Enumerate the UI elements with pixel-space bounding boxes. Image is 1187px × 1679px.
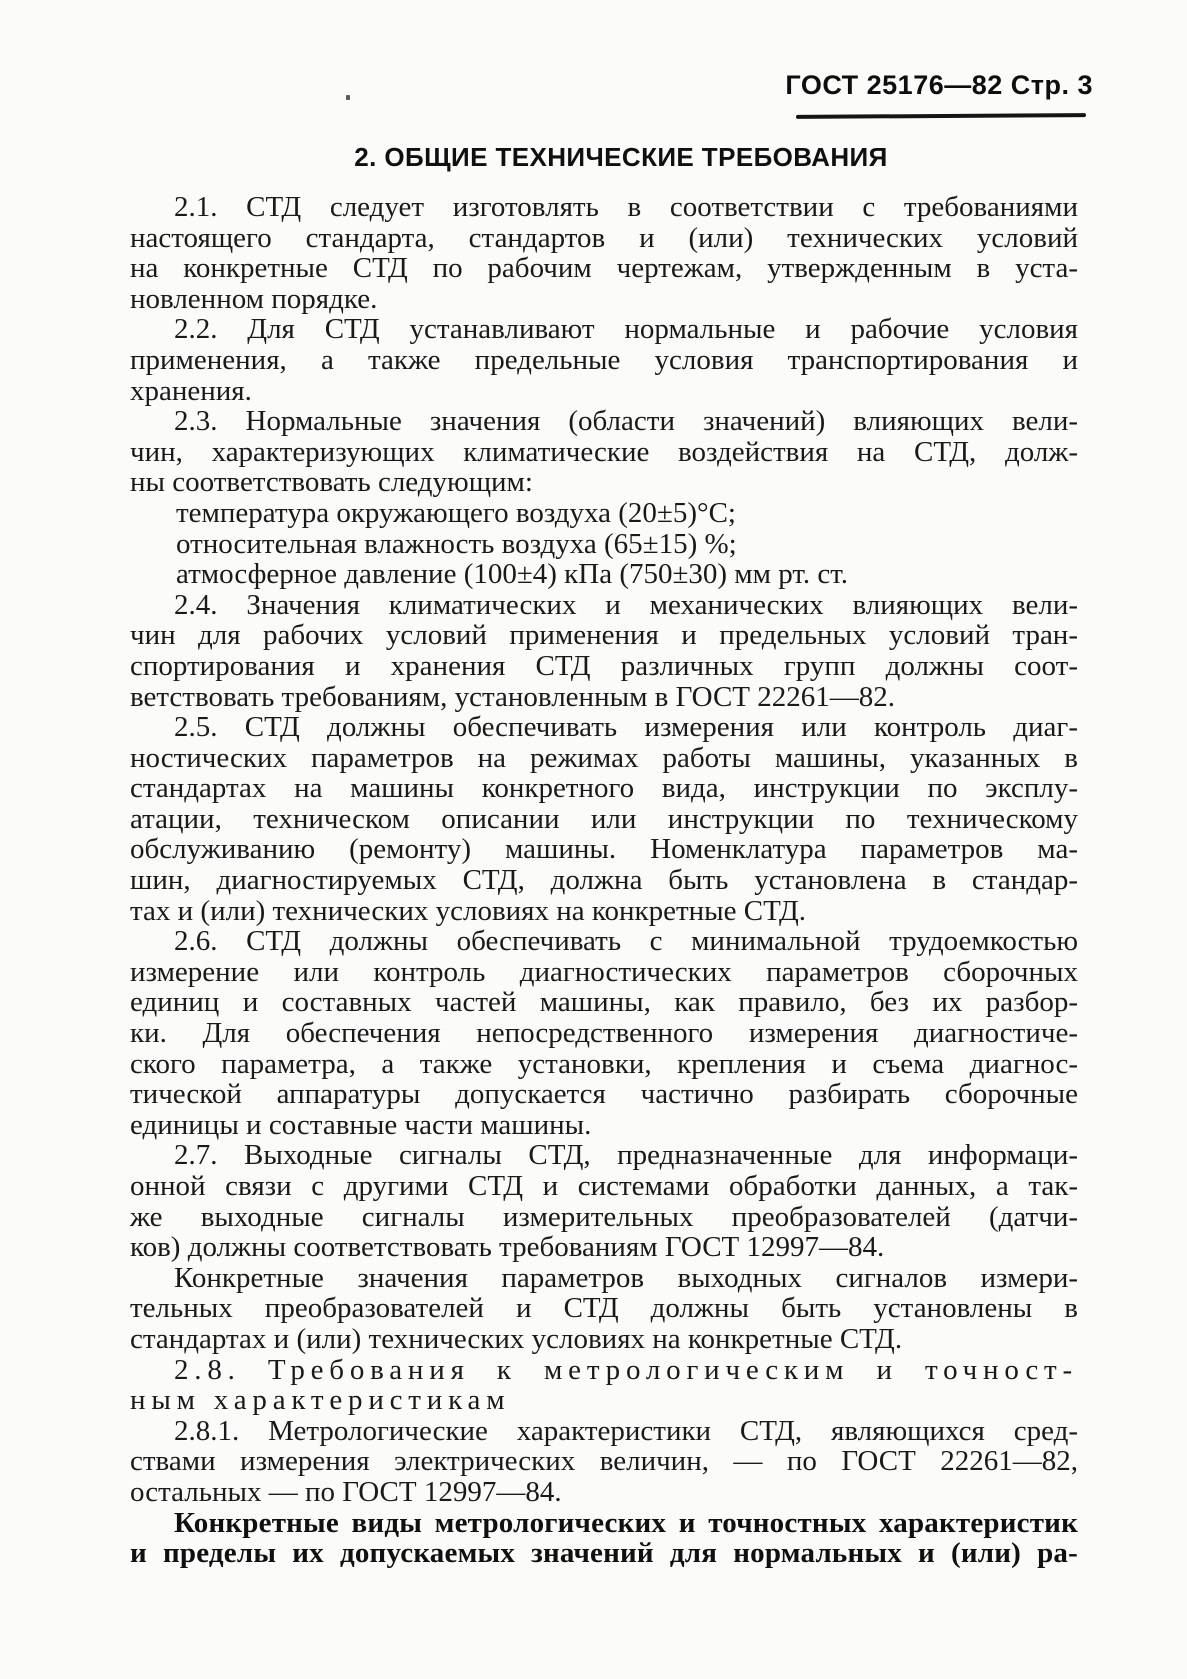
- paragraph-2-1: [130, 192, 1078, 314]
- text-line: 2.2. Для СТД устанавливают нормальные и рабочие условия: [174, 313, 1078, 346]
- text-line: тельных преобразователей и СТД должны быть установлены в: [130, 1292, 1078, 1325]
- header-rule: [796, 113, 1086, 119]
- paragraph-2-6: [130, 926, 1078, 1140]
- text-line: Конкретные виды метрологических и точностных характеристик: [174, 1506, 1078, 1539]
- text-line: тах и (или) технических условиях на конкретные СТД.: [130, 894, 807, 927]
- text-line: шин, диагностируемых СТД, должна быть установлена в стандар-: [130, 864, 1078, 897]
- text-line: чин для рабочих условий применения и предельных условий тран-: [130, 619, 1078, 652]
- paragraph-2-7: [130, 1140, 1078, 1262]
- text-line: 2.6. СТД должны обеспечивать с минимальной трудоемкостью: [174, 925, 1078, 958]
- climate-conditions-list: [130, 498, 1078, 590]
- text-line: и пределы их допускаемых значений для нормальных и (или) ра-: [130, 1537, 1078, 1570]
- text-line: ным характеристикам: [130, 1384, 511, 1417]
- text-line: 2.3. Нормальные значения (области значений) влияющих вели-: [174, 405, 1078, 438]
- text-line: 2.1. СТД следует изготовлять в соответствии с требованиями: [174, 191, 1078, 223]
- text-line: тической аппаратуры допускается частично разбирать сборочные: [130, 1078, 1078, 1111]
- text-line: Конкретные значения параметров выходных сигналов измери-: [174, 1261, 1078, 1294]
- text-line: на конкретные СТД по рабочим чертежам, утвержденным в уста-: [130, 252, 1078, 285]
- text-line: обслуживанию (ремонту) машины. Номенклатура параметров ма-: [130, 833, 1078, 866]
- paragraph-2-4: [130, 590, 1078, 712]
- text-line: ны соответствовать следующим:: [130, 466, 533, 499]
- text-line: атации, техническом описании или инструкции по техническому: [130, 802, 1078, 835]
- text-line: хранения.: [130, 374, 252, 407]
- text-line: новленном порядке.: [130, 282, 378, 315]
- paragraph-2-3: [130, 406, 1078, 498]
- text-line: чин, характеризующих климатические воздействия на СТД, долж-: [130, 435, 1078, 468]
- paragraph-2-8-1: [130, 1416, 1078, 1508]
- text-line: ветствовать требованиям, установленным в ГОСТ 22261—82.: [130, 680, 896, 713]
- text-line: измерение или контроль диагностических параметров сборочных: [130, 955, 1078, 988]
- text-line: 2.8. Требования к метрологическим и точност-: [174, 1353, 1078, 1386]
- text-line: же выходные сигналы измерительных преобразователей (датчи-: [130, 1200, 1078, 1233]
- section-title: 2. ОБЩИЕ ТЕХНИЧЕСКИЕ ТРЕБОВАНИЯ: [354, 142, 888, 172]
- page-header: ГОСТ 25176—82 Стр. 3: [785, 70, 1093, 100]
- text-line: ского параметра, а также установки, крепления и съема диагнос-: [130, 1047, 1078, 1080]
- list-item-humidity: относительная влажность воздуха (65±15) %;: [176, 527, 737, 560]
- text-line: единицы и составные части машины.: [130, 1108, 592, 1141]
- paragraph-closing: [130, 1508, 1078, 1569]
- text-line: ки. Для обеспечения непосредственного измерения диагностиче-: [130, 1017, 1078, 1050]
- text-line: ностических параметров на режимах работы машины, указанных в: [130, 741, 1078, 774]
- text-line: единиц и составных частей машины, как правило, без их разбор-: [130, 986, 1078, 1019]
- paragraph-2-7-continued: [130, 1263, 1078, 1355]
- text-line: 2.5. СТД должны обеспечивать измерения или контроль диаг-: [174, 711, 1078, 744]
- paragraph-2-5: [130, 712, 1078, 926]
- list-item-pressure: атмосферное давление (100±4) кПа (750±30) мм рт. ст.: [176, 558, 848, 591]
- text-line: ков) должны соответствовать требованиям ГОСТ 12997—84.: [130, 1231, 885, 1264]
- text-line: стандартах на машины конкретного вида, инструкции по эксплу-: [130, 772, 1078, 805]
- text-line: ствами измерения электрических величин, — по ГОСТ 22261—82,: [130, 1445, 1078, 1478]
- text-line: 2.7. Выходные сигналы СТД, предназначенные для информаци-: [174, 1139, 1078, 1172]
- document-body: [130, 192, 1078, 1569]
- text-line: онной связи с другими СТД и системами обработки данных, а так-: [130, 1170, 1078, 1202]
- heading-2-8: [130, 1355, 1078, 1416]
- ink-speck: [346, 95, 350, 100]
- list-item-temperature: температура окружающего воздуха (20±5)°С;: [176, 496, 736, 529]
- text-line: стандартах и (или) технических условиях на конкретные СТД.: [130, 1322, 903, 1355]
- paragraph-2-2: [130, 314, 1078, 406]
- text-line: 2.8.1. Метрологические характеристики СТД, являющихся сред-: [174, 1414, 1078, 1447]
- text-line: остальных — по ГОСТ 12997—84.: [130, 1475, 562, 1508]
- text-line: настоящего стандарта, стандартов и (или) технических условий: [130, 221, 1078, 254]
- text-line: применения, а также предельные условия транспортирования и: [130, 343, 1078, 376]
- text-line: 2.4. Значения климатических и механических влияющих вели-: [174, 588, 1078, 621]
- text-line: спортирования и хранения СТД различных групп должны соот-: [130, 649, 1078, 682]
